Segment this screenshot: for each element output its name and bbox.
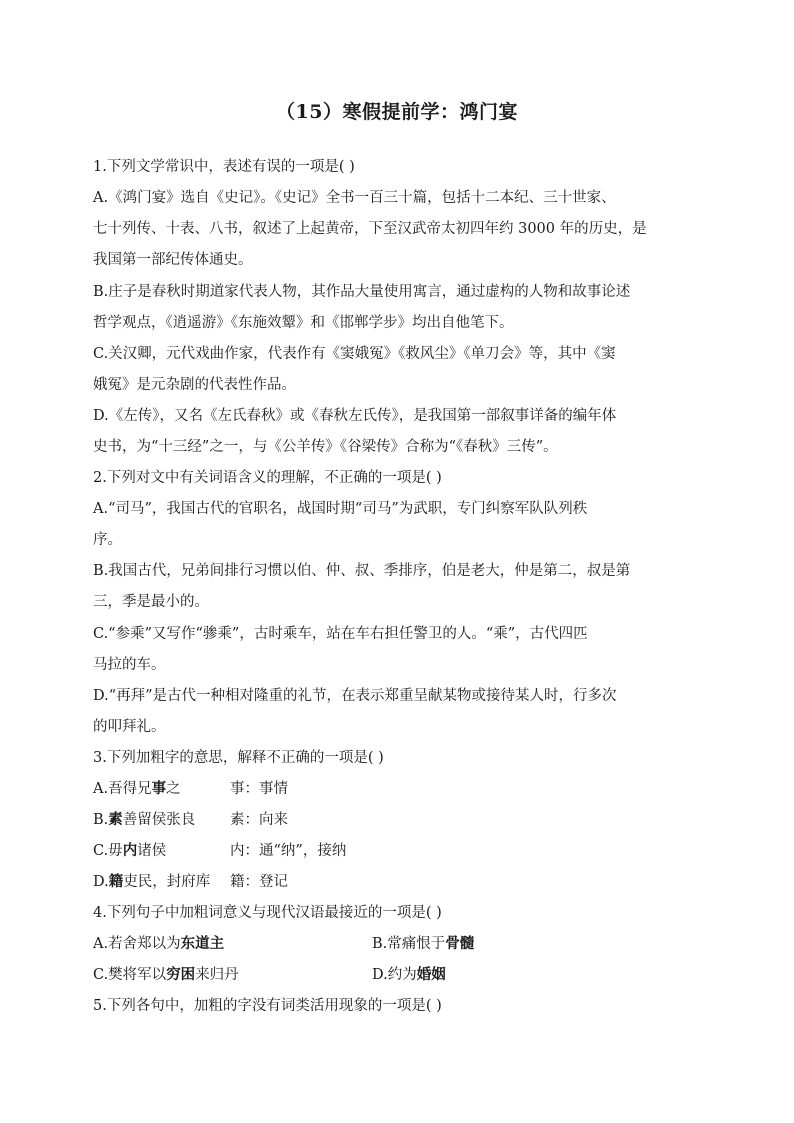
q2-option-c-line2: 马拉的车。 xyxy=(93,657,166,673)
q1-option-d-line1: D.《左传》，又名《左氏春秋》或《春秋左氏传》，是我国第一部叙事详备的编年体 xyxy=(93,408,617,424)
q1-option-d-line2: 史书，为“十三经”之一，与《公羊传》《谷梁传》合称为“《春秋》三传”。 xyxy=(93,439,558,455)
q4-b-pre: B.常痛恨于 xyxy=(372,936,446,952)
q3-d-pre: D. xyxy=(93,874,109,890)
q3-b-pre: B. xyxy=(93,812,109,828)
q3-c-bold: 内 xyxy=(122,842,138,859)
q3-a-post: 之 xyxy=(166,781,181,797)
q2-option-b-line2: 三，季是最小的。 xyxy=(93,594,209,610)
q4-b-bold: 骨髓 xyxy=(445,935,475,952)
q1-option-b-line1: B.庄子是春秋时期道家代表人物，其作品大量使用寓言，通过虚构的人物和故事论述 xyxy=(93,284,631,300)
page-title: （15）寒假提前学：鸿门宴 xyxy=(276,101,518,123)
q2-stem: 2.下列对文中有关词语含义的理解，不正确的一项是( ) xyxy=(93,470,442,486)
q4-option-b xyxy=(372,934,474,954)
q4-a-bold: 东道主 xyxy=(180,935,225,952)
q3-c-post: 诸侯 xyxy=(137,843,167,859)
q4-option-d xyxy=(372,965,446,985)
q3-a-pre: A.吾得兄 xyxy=(93,781,152,797)
q2-option-a-line1: A.“司马”，我国古代的官职名，战国时期“司马”为武职，专门纠察军队队列秩 xyxy=(93,501,588,517)
q4-c-bold: 穷困 xyxy=(166,966,196,983)
q2-option-b-line1: B.我国古代，兄弟间排行习惯以伯、仲、叔、季排序，伯是老大，仲是第二，叔是第 xyxy=(93,563,631,579)
q2-option-d-line2: 的叩拜礼。 xyxy=(93,719,166,735)
q2-option-c-line1: C.“参乘”又写作“骖乘”，古时乘车，站在车右担任警卫的人。“乘”，古代四匹 xyxy=(93,626,588,642)
q5-stem: 5.下列各句中，加粗的字没有词类活用现象的一项是( ) xyxy=(93,998,442,1014)
q1-stem: 1.下列文学常识中，表述有误的一项是( ) xyxy=(93,159,355,175)
q4-c-pre: C.樊将军以 xyxy=(93,967,167,983)
q3-stem: 3.下列加粗字的意思，解释不正确的一项是( ) xyxy=(93,750,384,766)
q4-a-pre: A.若舍郑以为 xyxy=(93,936,181,952)
q3-d-bold: 籍 xyxy=(108,873,124,890)
q2-option-d-line1: D.“再拜”是古代一种相对隆重的礼节，在表示郑重呈献某物或接待某人时，行多次 xyxy=(93,688,617,704)
q4-d-bold: 婚姻 xyxy=(416,966,446,983)
q3-option-c xyxy=(93,841,347,861)
q3-d-post: 吏民，封府库 xyxy=(123,874,211,890)
q3-b-gloss: 素：向来 xyxy=(230,812,288,828)
q1-option-a-line3: 我国第一部纪传体通史。 xyxy=(93,252,253,268)
q3-b-bold: 素 xyxy=(108,811,123,828)
q1-option-a-line1: A.《鸿门宴》选自《史记》。《史记》全书一百三十篇，包括十二本纪、三十世家、 xyxy=(93,190,616,206)
q3-a-gloss: 事：事情 xyxy=(230,781,288,797)
q1-option-b-line2: 哲学观点，《逍遥游》《东施效颦》和《邯郸学步》均出自他笔下。 xyxy=(93,315,514,331)
q3-c-pre: C.毋 xyxy=(93,843,123,859)
q3-b-post: 善留侯张良 xyxy=(122,812,196,828)
q4-option-a xyxy=(93,934,224,954)
q1-option-c-line1: C.关汉卿，元代戏曲作家，代表作有《窦娥冤》《救风尘》《单刀会》等，其中《窦 xyxy=(93,346,616,362)
q3-option-a xyxy=(93,779,288,799)
q3-option-b xyxy=(93,810,288,830)
q3-c-gloss: 内：通“纳”，接纳 xyxy=(230,843,347,859)
q4-d-pre: D.约为 xyxy=(372,967,417,983)
q1-option-c-line2: 娥冤》是元杂剧的代表性作品。 xyxy=(93,377,296,393)
q4-stem: 4.下列句子中加粗词意义与现代汉语最接近的一项是( ) xyxy=(93,905,442,921)
q3-d-gloss: 籍：登记 xyxy=(230,874,288,890)
q3-option-d xyxy=(93,872,288,892)
q4-option-c xyxy=(93,965,239,985)
q2-option-a-line2: 序。 xyxy=(93,532,122,548)
q4-c-post: 来归丹 xyxy=(195,967,239,983)
q1-option-a-line2: 七十列传、十表、八书，叙述了上起黄帝，下至汉武帝太初四年约 3000 年的历史，是 xyxy=(93,221,647,237)
q3-a-bold: 事 xyxy=(151,780,167,797)
